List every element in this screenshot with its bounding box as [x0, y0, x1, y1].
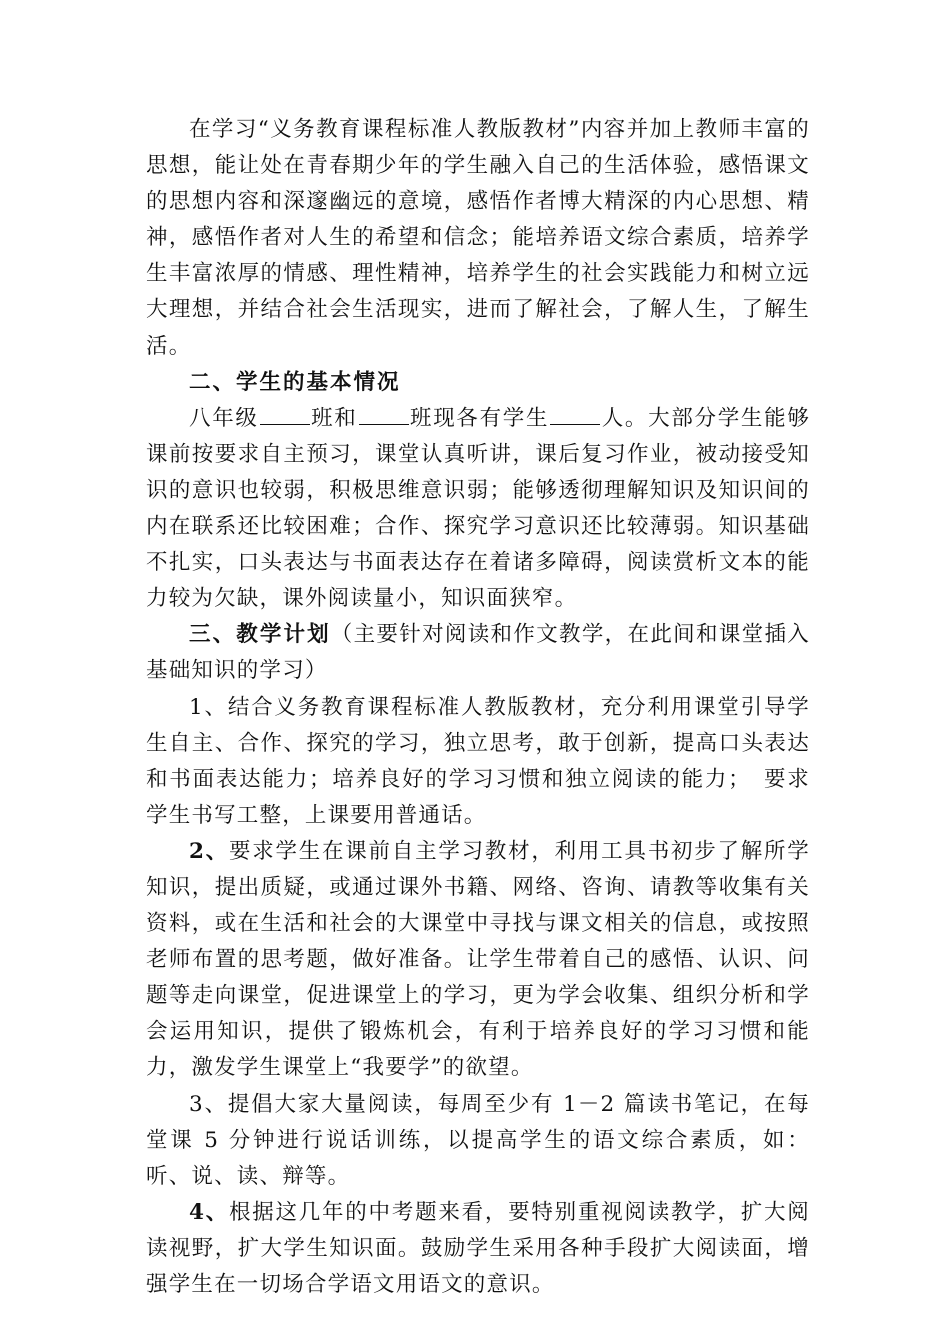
plan-item-4: [146, 1195, 810, 1303]
section-3-heading: 三、教学计划: [189, 622, 331, 648]
blank-class-2[interactable]: [359, 402, 409, 425]
plan-item-2-text: 要求学生在课前自主学习教材，利用工具书初步了解所学知识，提出质疑，或通过课外书籍、网络、咨询、请教等收集有关资料，或在生活和社会的大课堂中寻找与课文相关的信息，或按照老师布置的思考题，做好准备。让学生带着自己的感悟、认识、问题等走向课堂，促进课堂上的学习，更为学会收集、组织分析和学会运用知识，提供了锻炼机会，有利于培养良好的学习习惯和能力，激发学生课堂上“我要学”的欲望。: [146, 838, 810, 1081]
plan-item-1: [146, 690, 810, 834]
section-2-heading: 二、学生的基本情况: [189, 369, 401, 395]
plan-item-3-num: 3、: [189, 1091, 228, 1117]
fill-text-people: 人。: [601, 405, 649, 431]
fill-text-grade: 八年级: [189, 405, 259, 431]
blank-class-1[interactable]: [260, 402, 310, 425]
fill-text-students: 班现各有学生: [409, 405, 550, 431]
document-page: [146, 112, 810, 1303]
plan-item-2: [146, 834, 810, 1087]
plan-item-3: [146, 1087, 810, 1195]
intro-paragraph: 在学习“义务教育课程标准人教版教材”内容并加上教师丰富的思想，能让处在青春期少年的学生融入自己的生活体验，感悟课文的思想内容和深邃幽远的意境，感悟作者博大精深的内心思想、精神，感悟作者对人生的希望和信念；能培养语文综合素质，培养学生丰富浓厚的情感、理性精神，培养学生的社会实践能力和树立远大理想，并结合社会生活现实，进而了解社会，了解人生，了解生活。: [146, 117, 810, 359]
plan-item-1-num: 1、: [189, 694, 228, 720]
section-3-note: （主要针对阅读和作文教学，在此间和课堂插入基础知识的学习）: [146, 622, 810, 684]
plan-item-4-text: 根据这几年的中考题来看，要特别重视阅读教学，扩大阅读视野，扩大学生知识面。鼓励学生采用各种手段扩大阅读面，增强学生在一切场合学语文用语文的意识。: [146, 1199, 810, 1297]
plan-item-4-num: 4、: [189, 1199, 229, 1225]
blank-student-count[interactable]: [550, 402, 600, 425]
plan-item-1-text: 结合义务教育课程标准人教版教材，充分利用课堂引导学生自主、合作、探究的学习，独立思考，敢于创新，提高口头表达和书面表达能力；培养良好的学习习惯和独立阅读的能力； 要求学生书写工整，上课要用普通话。: [146, 694, 810, 828]
section-3-heading-line: [146, 617, 810, 689]
plan-item-2-num: 2、: [189, 838, 229, 864]
student-situation-paragraph: [146, 401, 810, 618]
plan-item-3-text: 提倡大家大量阅读，每周至少有 1－2 篇读书笔记，在每堂课 5 分钟进行说话训练，以提高学生的语文综合素质，如：听、说、读、辩等。: [146, 1091, 810, 1189]
student-situation-text: 大部分学生能够课前按要求自主预习，课堂认真听讲，课后复习作业，被动接受知识的意识也较弱，积极思维意识弱；能够透彻理解知识及知识间的内在联系还比较困难；合作、探究学习意识还比较薄弱。知识基础不扎实，口头表达与书面表达存在着诸多障碍，阅读赏析文本的能力较为欠缺，课外阅读量小，知识面狭窄。: [146, 405, 811, 612]
fill-text-and-class: 班和: [310, 405, 358, 431]
